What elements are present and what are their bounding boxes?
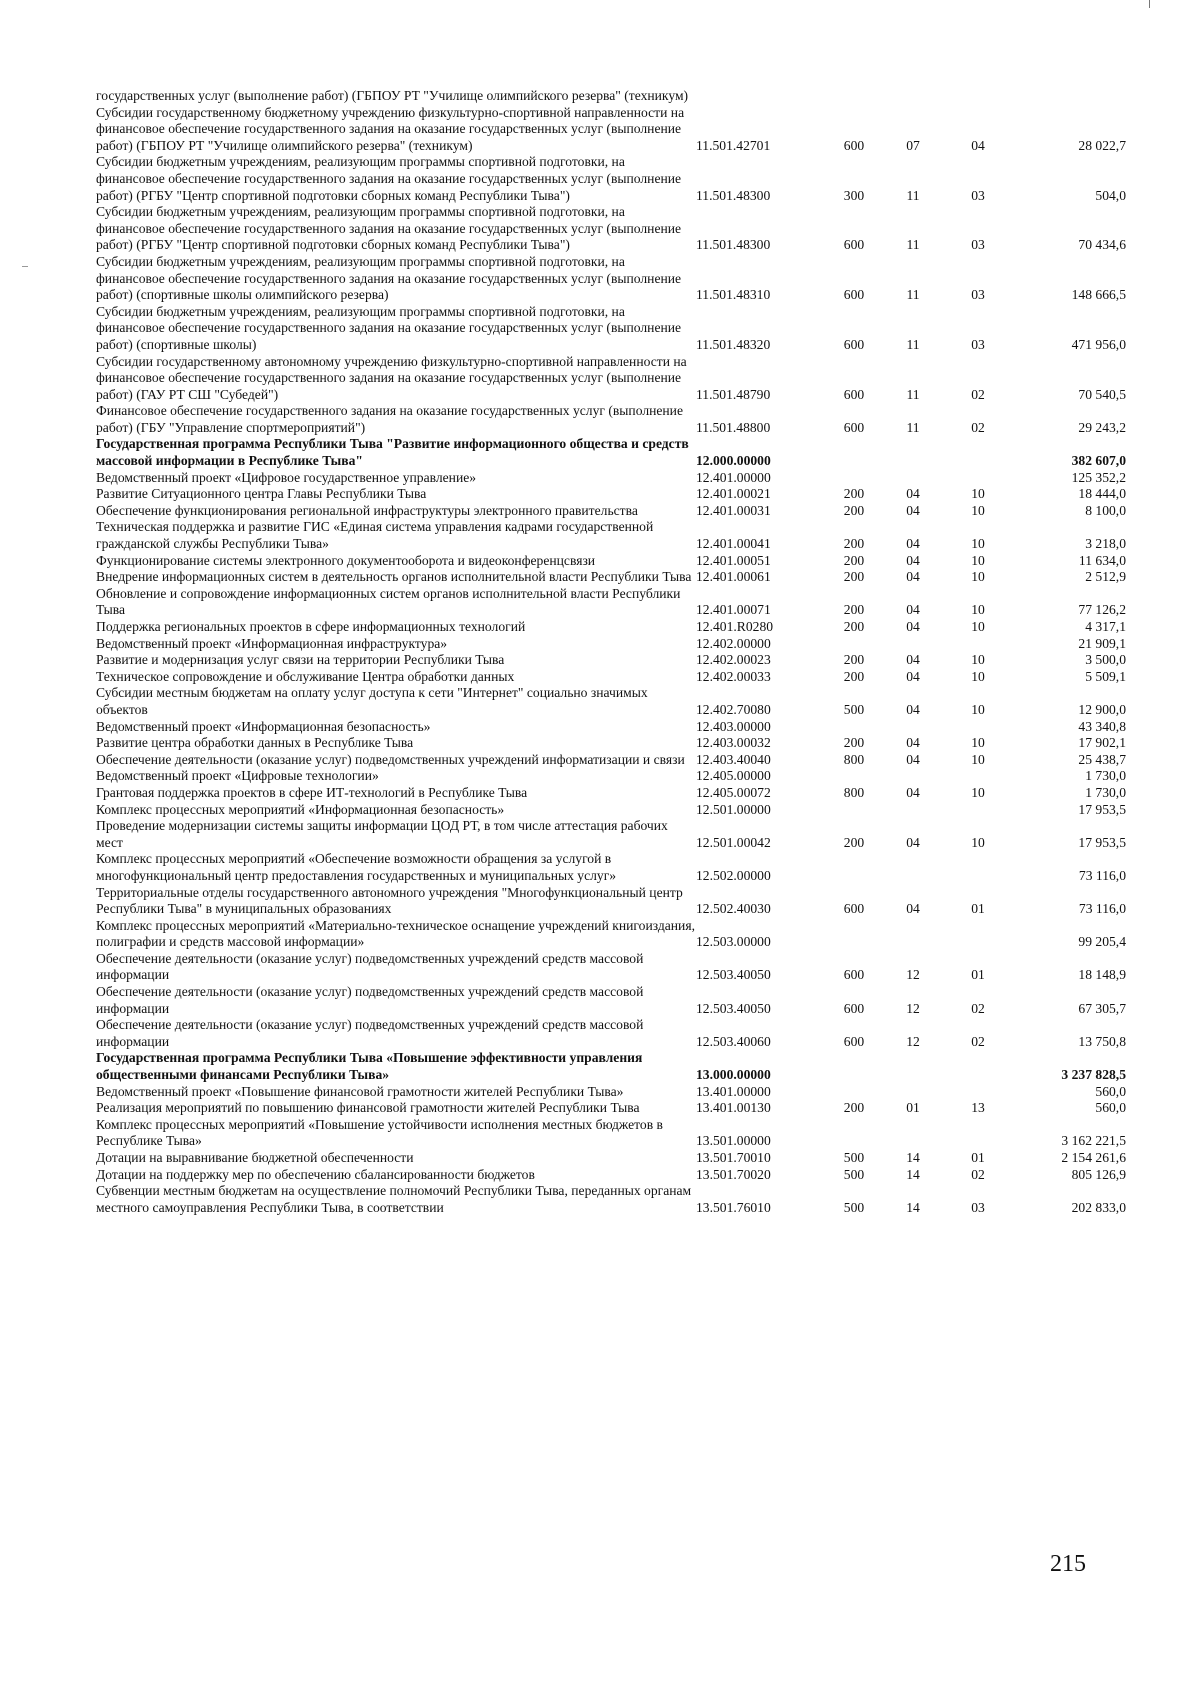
subsection-code: 10 [971, 751, 985, 767]
item-name: Развитие центра обработки данных в Республике Тыва [96, 735, 414, 751]
expense-type [822, 636, 886, 653]
table-row [96, 436, 1126, 469]
expense-type [822, 470, 886, 487]
section-code: 04 [906, 502, 920, 518]
amount: 4 317,1 [1085, 619, 1126, 634]
subsection-code [940, 470, 1016, 487]
amount: 3 162 221,5 [1061, 1133, 1126, 1149]
subsection-code [940, 1050, 1016, 1083]
table-row [96, 254, 1126, 304]
target-code: 12.401.00051 [696, 552, 771, 568]
amount: 17 953,5 [1078, 801, 1126, 817]
item-name: Техническая поддержка и развитие ГИС «Единая система управления кадрами государственной гражданской службы Республики Тыва» [96, 519, 654, 552]
section-code: 04 [906, 486, 920, 502]
amount: 148 666,5 [1071, 287, 1126, 303]
amount: 2 512,9 [1085, 569, 1126, 585]
table-row [96, 486, 1126, 503]
expense-type: 600 [843, 336, 865, 352]
target-code: 12.503.40050 [696, 1000, 771, 1016]
item-name: Субсидии местным бюджетам на оплату услуг доступа к сети "Интернет" социально значимых объектов [96, 685, 648, 717]
amount: 1 730,0 [1085, 784, 1126, 800]
amount: 70 540,5 [1078, 386, 1126, 402]
section-code: 04 [906, 652, 920, 668]
section-code [886, 918, 940, 951]
subsection-code: 02 [971, 386, 985, 402]
expense-type: 300 [843, 187, 865, 203]
table-row [96, 1017, 1126, 1050]
item-name: Обеспечение деятельности (оказание услуг) подведомственных учреждений информатизации и связи [96, 751, 685, 767]
item-name: Территориальные отделы государственного автономного учреждения "Многофункциональный центр Республики Тыва" в муниципальных образованиях [96, 884, 683, 917]
target-code: 12.401.00041 [696, 536, 771, 552]
expense-type [822, 851, 886, 884]
expense-type [822, 768, 886, 785]
amount: 18 148,9 [1078, 967, 1126, 983]
subsection-code: 10 [971, 735, 985, 751]
table-row [96, 735, 1126, 752]
subsection-code [940, 636, 1016, 653]
expense-type: 200 [843, 619, 865, 634]
item-name: государственных услуг (выполнение работ) (ГБПОУ РТ "Училище олимпийского резерва" (техникум) [96, 88, 689, 103]
target-code: 11.501.48310 [696, 287, 771, 303]
section-code: 11 [906, 187, 920, 203]
target-code: 12.405.00072 [696, 784, 771, 800]
item-name: Субсидии бюджетным учреждениям, реализующим программы спортивной подготовки, на финансовое обеспечение государственного задания на оказание государственных услуг (выполнение работ) (РГБУ "Центр спортивной подготовки сборных команд Республики Тыва") [96, 204, 682, 253]
subsection-code: 02 [971, 419, 985, 435]
subsection-code: 02 [971, 1033, 985, 1049]
subsection-code: 03 [971, 187, 985, 203]
expense-type [822, 1050, 886, 1083]
section-code: 14 [906, 1150, 920, 1165]
table-row [96, 503, 1126, 520]
table-row [96, 619, 1126, 636]
amount: 3 500,0 [1085, 652, 1126, 668]
table-row [96, 354, 1126, 404]
item-name: Ведомственный проект «Информационная безопасность» [96, 718, 431, 734]
section-code [886, 851, 940, 884]
item-name: Дотации на поддержку мер по обеспечению сбалансированности бюджетов [96, 1166, 535, 1182]
amount: 25 438,7 [1078, 751, 1126, 767]
section-code: 11 [906, 287, 920, 303]
expense-type [822, 436, 886, 469]
item-name: Субвенции местным бюджетам на осуществление полномочий Республики Тыва, переданных органам местного самоуправления Республики Тыва, в соответствии [96, 1183, 692, 1215]
subsection-code: 01 [971, 1150, 985, 1165]
subsection-code [940, 88, 1016, 105]
target-code: 12.501.00000 [696, 801, 771, 817]
section-code: 12 [906, 1000, 920, 1016]
target-code: 12.401.R0280 [696, 619, 774, 634]
table-row [96, 519, 1126, 552]
section-code [886, 802, 940, 819]
target-code: 12.403.00000 [696, 718, 771, 734]
subsection-code: 02 [971, 1166, 985, 1182]
item-name: Грантовая поддержка проектов в сфере ИТ-технологий в Республике Тыва [96, 784, 528, 800]
amount: 3 218,0 [1085, 536, 1126, 552]
expense-type: 500 [843, 701, 865, 717]
section-code: 14 [906, 1199, 920, 1215]
table-row [96, 1117, 1126, 1150]
target-code: 12.403.40040 [696, 751, 771, 767]
section-code: 04 [906, 701, 920, 717]
expense-type: 200 [843, 735, 865, 751]
expense-type: 600 [843, 287, 865, 303]
expense-type: 500 [843, 1166, 865, 1182]
item-name: Субсидии государственному бюджетному учреждению физкультурно-спортивной направленности на финансовое обеспечение государственного задания на оказание государственных услуг (выполнение работ) (ГБПОУ РТ "Училище олимпийского резерва" (техникум) [96, 104, 685, 153]
item-name: Внедрение информационных систем в деятельность органов исполнительной власти Республики Тыва [96, 569, 692, 585]
table-row [96, 719, 1126, 736]
target-code: 13.401.00000 [696, 1083, 771, 1099]
target-code: 12.501.00042 [696, 834, 771, 850]
target-code: 12.503.40050 [696, 967, 771, 983]
subsection-code [940, 768, 1016, 785]
expense-type: 600 [843, 967, 865, 983]
amount: 12 900,0 [1078, 701, 1126, 717]
expense-type: 800 [843, 751, 865, 767]
section-code [886, 88, 940, 105]
expense-type: 600 [843, 1000, 865, 1016]
expense-type: 800 [843, 784, 865, 800]
expense-type: 200 [843, 536, 865, 552]
expense-type [822, 918, 886, 951]
subsection-code: 03 [971, 1199, 985, 1215]
expense-type: 200 [843, 552, 865, 568]
section-code: 04 [906, 552, 920, 568]
subsection-code: 10 [971, 668, 985, 684]
table-row [96, 818, 1126, 851]
item-name: Комплекс процессных мероприятий «Информационная безопасность» [96, 801, 505, 817]
subsection-code: 10 [971, 536, 985, 552]
subsection-code: 03 [971, 287, 985, 303]
section-code: 04 [906, 784, 920, 800]
expense-type: 200 [843, 602, 865, 618]
item-name: Проведение модернизации системы защиты информации ЦОД РТ, в том числе аттестация рабочих мест [96, 818, 668, 850]
amount: 67 305,7 [1078, 1000, 1126, 1016]
expense-type: 600 [843, 901, 865, 917]
expense-type: 200 [843, 652, 865, 668]
item-name: Ведомственный проект «Цифровое государственное управление» [96, 469, 477, 485]
item-name: Техническое сопровождение и обслуживание Центра обработки данных [96, 668, 515, 684]
item-name: Развитие и модернизация услуг связи на территории Республики Тыва [96, 652, 505, 668]
target-code: 11.501.48320 [696, 336, 771, 352]
section-code: 07 [906, 137, 920, 153]
amount: 43 340,8 [1078, 718, 1126, 734]
table-row [96, 951, 1126, 984]
section-code [886, 470, 940, 487]
table-row [96, 154, 1126, 204]
expense-type: 600 [843, 137, 865, 153]
expense-type: 500 [843, 1150, 865, 1165]
expense-type: 500 [843, 1199, 865, 1215]
amount: 560,0 [1095, 1083, 1126, 1099]
subsection-code: 04 [971, 137, 985, 153]
target-code: 12.402.00000 [696, 635, 771, 651]
item-name: Функционирование системы электронного документооборота и видеоконференцсвязи [96, 552, 596, 568]
target-code: 12.402.00023 [696, 652, 771, 668]
amount: 21 909,1 [1078, 635, 1126, 651]
amount: 805 126,9 [1071, 1166, 1126, 1182]
section-code [886, 1084, 940, 1101]
expense-type [822, 802, 886, 819]
target-code: 13.401.00130 [696, 1100, 771, 1116]
item-name: Субсидии бюджетным учреждениям, реализующим программы спортивной подготовки, на финансовое обеспечение государственного задания на оказание государственных услуг (выполнение работ) (спортивные школы) [96, 303, 682, 352]
table-row [96, 802, 1126, 819]
subsection-code [940, 918, 1016, 951]
amount: 18 444,0 [1078, 486, 1126, 502]
item-name: Комплекс процессных мероприятий «Повышение устойчивости исполнения местных бюджетов в Республике Тыва» [96, 1116, 663, 1149]
section-code [886, 1050, 940, 1083]
subsection-code: 01 [971, 901, 985, 917]
section-code [886, 719, 940, 736]
amount: 3 237 828,5 [1061, 1067, 1126, 1083]
amount: 560,0 [1095, 1100, 1126, 1116]
item-name: Ведомственный проект «Повышение финансовой грамотности жителей Республики Тыва» [96, 1083, 624, 1099]
item-name: Субсидии бюджетным учреждениям, реализующим программы спортивной подготовки, на финансовое обеспечение государственного задания на оказание государственных услуг (выполнение работ) (РГБУ "Центр спортивной подготовки сборных команд Республики Тыва") [96, 154, 682, 203]
section-code: 01 [906, 1100, 920, 1116]
target-code: 13.501.76010 [696, 1199, 771, 1215]
amount: 70 434,6 [1078, 237, 1126, 253]
table-row [96, 1050, 1126, 1083]
subsection-code: 10 [971, 569, 985, 585]
table-row [96, 885, 1126, 918]
item-name: Ведомственный проект «Информационная инфраструктура» [96, 635, 448, 651]
item-name: Поддержка региональных проектов в сфере информационных технологий [96, 619, 526, 634]
item-name: Обеспечение деятельности (оказание услуг) подведомственных учреждений средств массовой информации [96, 984, 644, 1016]
amount: 2 154 261,6 [1061, 1150, 1126, 1165]
table-row [96, 669, 1126, 686]
amount: 13 750,8 [1078, 1033, 1126, 1049]
subsection-code: 10 [971, 784, 985, 800]
item-name: Комплекс процессных мероприятий «Материально-техническое оснащение учреждений книгоиздания, полиграфии и средств массовой информации» [96, 917, 695, 950]
section-code: 11 [906, 237, 920, 253]
target-code: 12.401.00031 [696, 502, 771, 518]
subsection-code [940, 802, 1016, 819]
expense-type: 600 [843, 1033, 865, 1049]
item-name: Государственная программа Республики Тыва "Развитие информационного общества и средств массовой информации в Республике Тыва" [96, 436, 689, 469]
subsection-code [940, 719, 1016, 736]
amount: 471 956,0 [1071, 336, 1126, 352]
expense-type: 200 [843, 834, 865, 850]
expense-type [822, 1117, 886, 1150]
expense-type [822, 719, 886, 736]
target-code: 13.501.70010 [696, 1150, 771, 1165]
budget-table-body [96, 88, 1126, 1216]
expense-type: 200 [843, 486, 865, 502]
subsection-code [940, 1084, 1016, 1101]
amount: 73 116,0 [1078, 867, 1126, 883]
item-name: Развитие Ситуационного центра Главы Республики Тыва [96, 486, 427, 502]
subsection-code [940, 436, 1016, 469]
table-row [96, 918, 1126, 951]
item-name: Государственная программа Республики Тыва «Повышение эффективности управления общественными финансами Республики Тыва» [96, 1050, 643, 1083]
amount: 202 833,0 [1071, 1199, 1126, 1215]
section-code: 04 [906, 751, 920, 767]
amount: 11 634,0 [1078, 552, 1126, 568]
table-row [96, 1100, 1126, 1117]
table-row [96, 851, 1126, 884]
subsection-code: 10 [971, 701, 985, 717]
target-code: 12.503.00000 [696, 934, 771, 950]
table-row [96, 204, 1126, 254]
target-code: 13.000.00000 [696, 1067, 771, 1083]
item-name: Финансовое обеспечение государственного задания на оказание государственных услуг (выполнение работ) (ГБУ "Управление спортмероприятий") [96, 403, 683, 435]
table-row [96, 586, 1126, 619]
expense-type: 600 [843, 237, 865, 253]
target-code: 12.503.40060 [696, 1033, 771, 1049]
amount: 28 022,7 [1078, 137, 1126, 153]
subsection-code: 10 [971, 619, 985, 634]
target-code: 12.401.00071 [696, 602, 771, 618]
table-row [96, 470, 1126, 487]
target-code: 12.405.00000 [696, 768, 771, 784]
expense-type: 200 [843, 502, 865, 518]
target-code: 12.502.40030 [696, 901, 771, 917]
expense-type: 600 [843, 386, 865, 402]
subsection-code: 10 [971, 652, 985, 668]
scan-edge-mark [22, 266, 28, 267]
target-code: 12.401.00021 [696, 486, 771, 502]
amount: 17 953,5 [1078, 834, 1126, 850]
table-row [96, 1150, 1126, 1167]
target-code: 13.501.00000 [696, 1133, 771, 1149]
section-code: 04 [906, 668, 920, 684]
section-code: 11 [906, 336, 920, 352]
table-row [96, 984, 1126, 1017]
target-code: 12.502.00000 [696, 867, 771, 883]
section-code: 04 [906, 536, 920, 552]
amount: 1 730,0 [1085, 768, 1126, 784]
target-code: 12.401.00000 [696, 469, 771, 485]
subsection-code [940, 1117, 1016, 1150]
item-name: Дотации на выравнивание бюджетной обеспеченности [96, 1150, 414, 1165]
section-code: 11 [906, 386, 920, 402]
page-number: 215 [1050, 1551, 1086, 1577]
table-row [96, 685, 1126, 718]
section-code: 04 [906, 602, 920, 618]
table-row [96, 1183, 1126, 1216]
section-code: 04 [906, 834, 920, 850]
item-name: Обеспечение функционирования региональной инфраструктуры электронного правительства [96, 502, 638, 518]
amount: 77 126,2 [1078, 602, 1126, 618]
section-code: 12 [906, 1033, 920, 1049]
subsection-code: 10 [971, 552, 985, 568]
amount: 8 100,0 [1085, 502, 1126, 518]
subsection-code: 03 [971, 336, 985, 352]
expense-type: 600 [843, 419, 865, 435]
subsection-code: 13 [971, 1100, 985, 1116]
expense-type [822, 88, 886, 105]
target-code: 12.402.00033 [696, 668, 771, 684]
scan-edge-mark [1149, 0, 1150, 8]
target-code: 11.501.48300 [696, 187, 771, 203]
item-name: Комплекс процессных мероприятий «Обеспечение возможности обращения за услугой в многофункциональный центр предоставления государственных и муниципальных услуг» [96, 851, 617, 883]
item-name: Реализация мероприятий по повышению финансовой грамотности жителей Республики Тыва [96, 1100, 640, 1116]
section-code: 04 [906, 901, 920, 917]
table-row [96, 652, 1126, 669]
expense-type: 200 [843, 1100, 865, 1116]
amount: 125 352,2 [1071, 469, 1126, 485]
amount: 504,0 [1095, 187, 1126, 203]
subsection-code: 10 [971, 486, 985, 502]
subsection-code: 10 [971, 602, 985, 618]
section-code: 11 [906, 419, 920, 435]
table-row [96, 636, 1126, 653]
item-name: Ведомственный проект «Цифровые технологии» [96, 768, 379, 784]
table-row [96, 768, 1126, 785]
section-code: 04 [906, 569, 920, 585]
table-row [96, 752, 1126, 769]
amount: 5 509,1 [1085, 668, 1126, 684]
section-code: 04 [906, 619, 920, 634]
table-row [96, 1084, 1126, 1101]
section-code: 04 [906, 735, 920, 751]
subsection-code [940, 851, 1016, 884]
table-row [96, 569, 1126, 586]
target-code: 12.403.00032 [696, 735, 771, 751]
table-row [96, 304, 1126, 354]
item-name: Обеспечение деятельности (оказание услуг) подведомственных учреждений средств массовой информации [96, 1017, 644, 1049]
section-code [886, 436, 940, 469]
section-code: 12 [906, 967, 920, 983]
expense-type: 200 [843, 668, 865, 684]
table-row [96, 403, 1126, 436]
expense-type: 200 [843, 569, 865, 585]
target-code: 12.402.70080 [696, 701, 771, 717]
amount: 17 902,1 [1078, 735, 1126, 751]
subsection-code: 01 [971, 967, 985, 983]
subsection-code: 10 [971, 834, 985, 850]
target-code: 11.501.48790 [696, 386, 771, 402]
amount: 29 243,2 [1078, 419, 1126, 435]
target-code: 12.401.00061 [696, 569, 771, 585]
table-row [96, 785, 1126, 802]
table-row [96, 88, 1126, 105]
item-name: Субсидии государственному автономному учреждению физкультурно-спортивной направленности на финансовое обеспечение государственного задания на оказание государственных услуг (выполнение работ) (ГАУ РТ СШ "Субедей") [96, 353, 687, 402]
subsection-code: 03 [971, 237, 985, 253]
section-code: 14 [906, 1166, 920, 1182]
target-code: 11.501.42701 [696, 137, 771, 153]
subsection-code: 02 [971, 1000, 985, 1016]
table-row [96, 105, 1126, 155]
target-code: 11.501.48300 [696, 237, 771, 253]
amount: 99 205,4 [1078, 934, 1126, 950]
table-row [96, 553, 1126, 570]
budget-table [96, 88, 1126, 1216]
target-code: 13.501.70020 [696, 1166, 771, 1182]
section-code [886, 1117, 940, 1150]
section-code [886, 636, 940, 653]
amount [1016, 88, 1126, 105]
amount: 73 116,0 [1078, 901, 1126, 917]
table-row [96, 1167, 1126, 1184]
target-code [696, 88, 822, 105]
section-code [886, 768, 940, 785]
target-code: 11.501.48800 [696, 419, 771, 435]
item-name: Обеспечение деятельности (оказание услуг) подведомственных учреждений средств массовой информации [96, 950, 644, 983]
expense-type [822, 1084, 886, 1101]
subsection-code: 10 [971, 502, 985, 518]
item-name: Субсидии бюджетным учреждениям, реализующим программы спортивной подготовки, на финансовое обеспечение государственного задания на оказание государственных услуг (выполнение работ) (спортивные школы олимпийского резерва) [96, 253, 682, 303]
target-code: 12.000.00000 [696, 453, 771, 469]
item-name: Обновление и сопровождение информационных систем органов исполнительной власти Республики Тыва [96, 585, 681, 618]
amount: 382 607,0 [1071, 453, 1126, 469]
